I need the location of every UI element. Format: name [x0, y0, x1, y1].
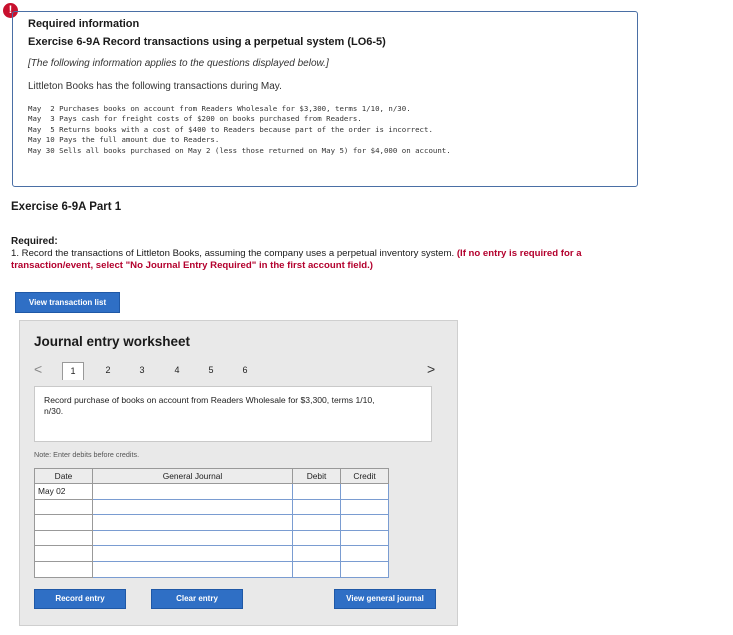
required-note: (If no entry is required for a transaction/event, select "No Journal Entry Required" in the first account field.): [11, 248, 582, 271]
date-cell[interactable]: [35, 530, 93, 546]
worksheet-title: Journal entry worksheet: [34, 334, 191, 349]
required-label: Required:: [11, 236, 58, 247]
account-select[interactable]: [93, 530, 293, 546]
credit-input[interactable]: [341, 561, 389, 577]
debit-input[interactable]: [293, 561, 341, 577]
date-cell[interactable]: [35, 515, 93, 531]
debits-note: Note: Enter debits before credits.: [34, 450, 140, 459]
account-select[interactable]: [93, 561, 293, 577]
debit-input[interactable]: [293, 484, 341, 500]
account-select[interactable]: [93, 546, 293, 562]
transaction-list: [28, 104, 451, 156]
required-text: [11, 248, 636, 271]
required-instruction: 1. Record the transactions of Littleton Books, assuming the company uses a perpetual inventory system.: [11, 248, 455, 259]
transaction-line: May 5 Returns books with a cost of $400 to Readers because part of the order is incorrect.: [28, 124, 433, 134]
date-cell[interactable]: [35, 561, 93, 577]
alert-icon: !: [3, 3, 18, 18]
debit-input[interactable]: [293, 499, 341, 515]
credit-input[interactable]: [341, 530, 389, 546]
account-select[interactable]: [93, 484, 293, 500]
table-row: [35, 561, 389, 577]
view-general-journal-button[interactable]: View general journal: [334, 589, 436, 609]
table-row: [35, 484, 389, 500]
chevron-left-icon[interactable]: <: [34, 361, 43, 377]
account-select[interactable]: [93, 515, 293, 531]
debit-input[interactable]: [293, 530, 341, 546]
page-tab-5[interactable]: 5: [208, 365, 214, 375]
credit-input[interactable]: [341, 484, 389, 500]
page-tab-3[interactable]: 3: [139, 365, 145, 375]
journal-table: [34, 468, 389, 578]
info-title: Required information: [28, 18, 140, 30]
record-entry-button[interactable]: Record entry: [34, 589, 126, 609]
part-title: Exercise 6-9A Part 1: [11, 201, 122, 213]
page-tab-6[interactable]: 6: [242, 365, 248, 375]
account-select[interactable]: [93, 499, 293, 515]
page-tab-4[interactable]: 4: [174, 365, 180, 375]
debit-column-header: Debit: [293, 469, 341, 484]
debit-input[interactable]: [293, 546, 341, 562]
table-row: [35, 530, 389, 546]
info-description: Littleton Books has the following transactions during May.: [28, 81, 282, 92]
date-cell[interactable]: [35, 546, 93, 562]
view-transaction-list-button[interactable]: View transaction list: [15, 292, 120, 313]
credit-input[interactable]: [341, 515, 389, 531]
chevron-right-icon[interactable]: >: [427, 361, 436, 377]
transaction-line: May 10 Pays the full amount due to Readers.: [28, 135, 220, 145]
entry-description: Record purchase of books on account from Readers Wholesale for $3,300, terms 1/10, n/30.: [44, 395, 375, 416]
transaction-line: May 2 Purchases books on account from Readers Wholesale for $3,300, terms 1/10, n/30.: [28, 104, 411, 113]
date-cell[interactable]: [35, 499, 93, 515]
clear-entry-button[interactable]: Clear entry: [151, 589, 243, 609]
transaction-line: May 30 Sells all books purchased on May 2 (less those returned on May 5) for $4,000 on account.: [28, 145, 451, 155]
exercise-title: Exercise 6-9A Record transactions using a perpetual system (LO6-5): [28, 36, 386, 48]
page-tab-2[interactable]: 2: [105, 365, 111, 375]
debit-input[interactable]: [293, 515, 341, 531]
credit-column-header: Credit: [341, 469, 389, 484]
info-note: [The following information applies to the questions displayed below.]: [28, 58, 329, 69]
date-column-header: Date: [35, 469, 93, 484]
transaction-line: May 3 Pays cash for freight costs of $200 on books purchased from Readers.: [28, 114, 362, 124]
page-tab-1[interactable]: 1: [62, 362, 84, 380]
table-row: [35, 546, 389, 562]
account-column-header: General Journal: [93, 469, 293, 484]
table-row: [35, 515, 389, 531]
table-row: [35, 499, 389, 515]
credit-input[interactable]: [341, 546, 389, 562]
date-cell[interactable]: May 02: [35, 484, 93, 500]
credit-input[interactable]: [341, 499, 389, 515]
